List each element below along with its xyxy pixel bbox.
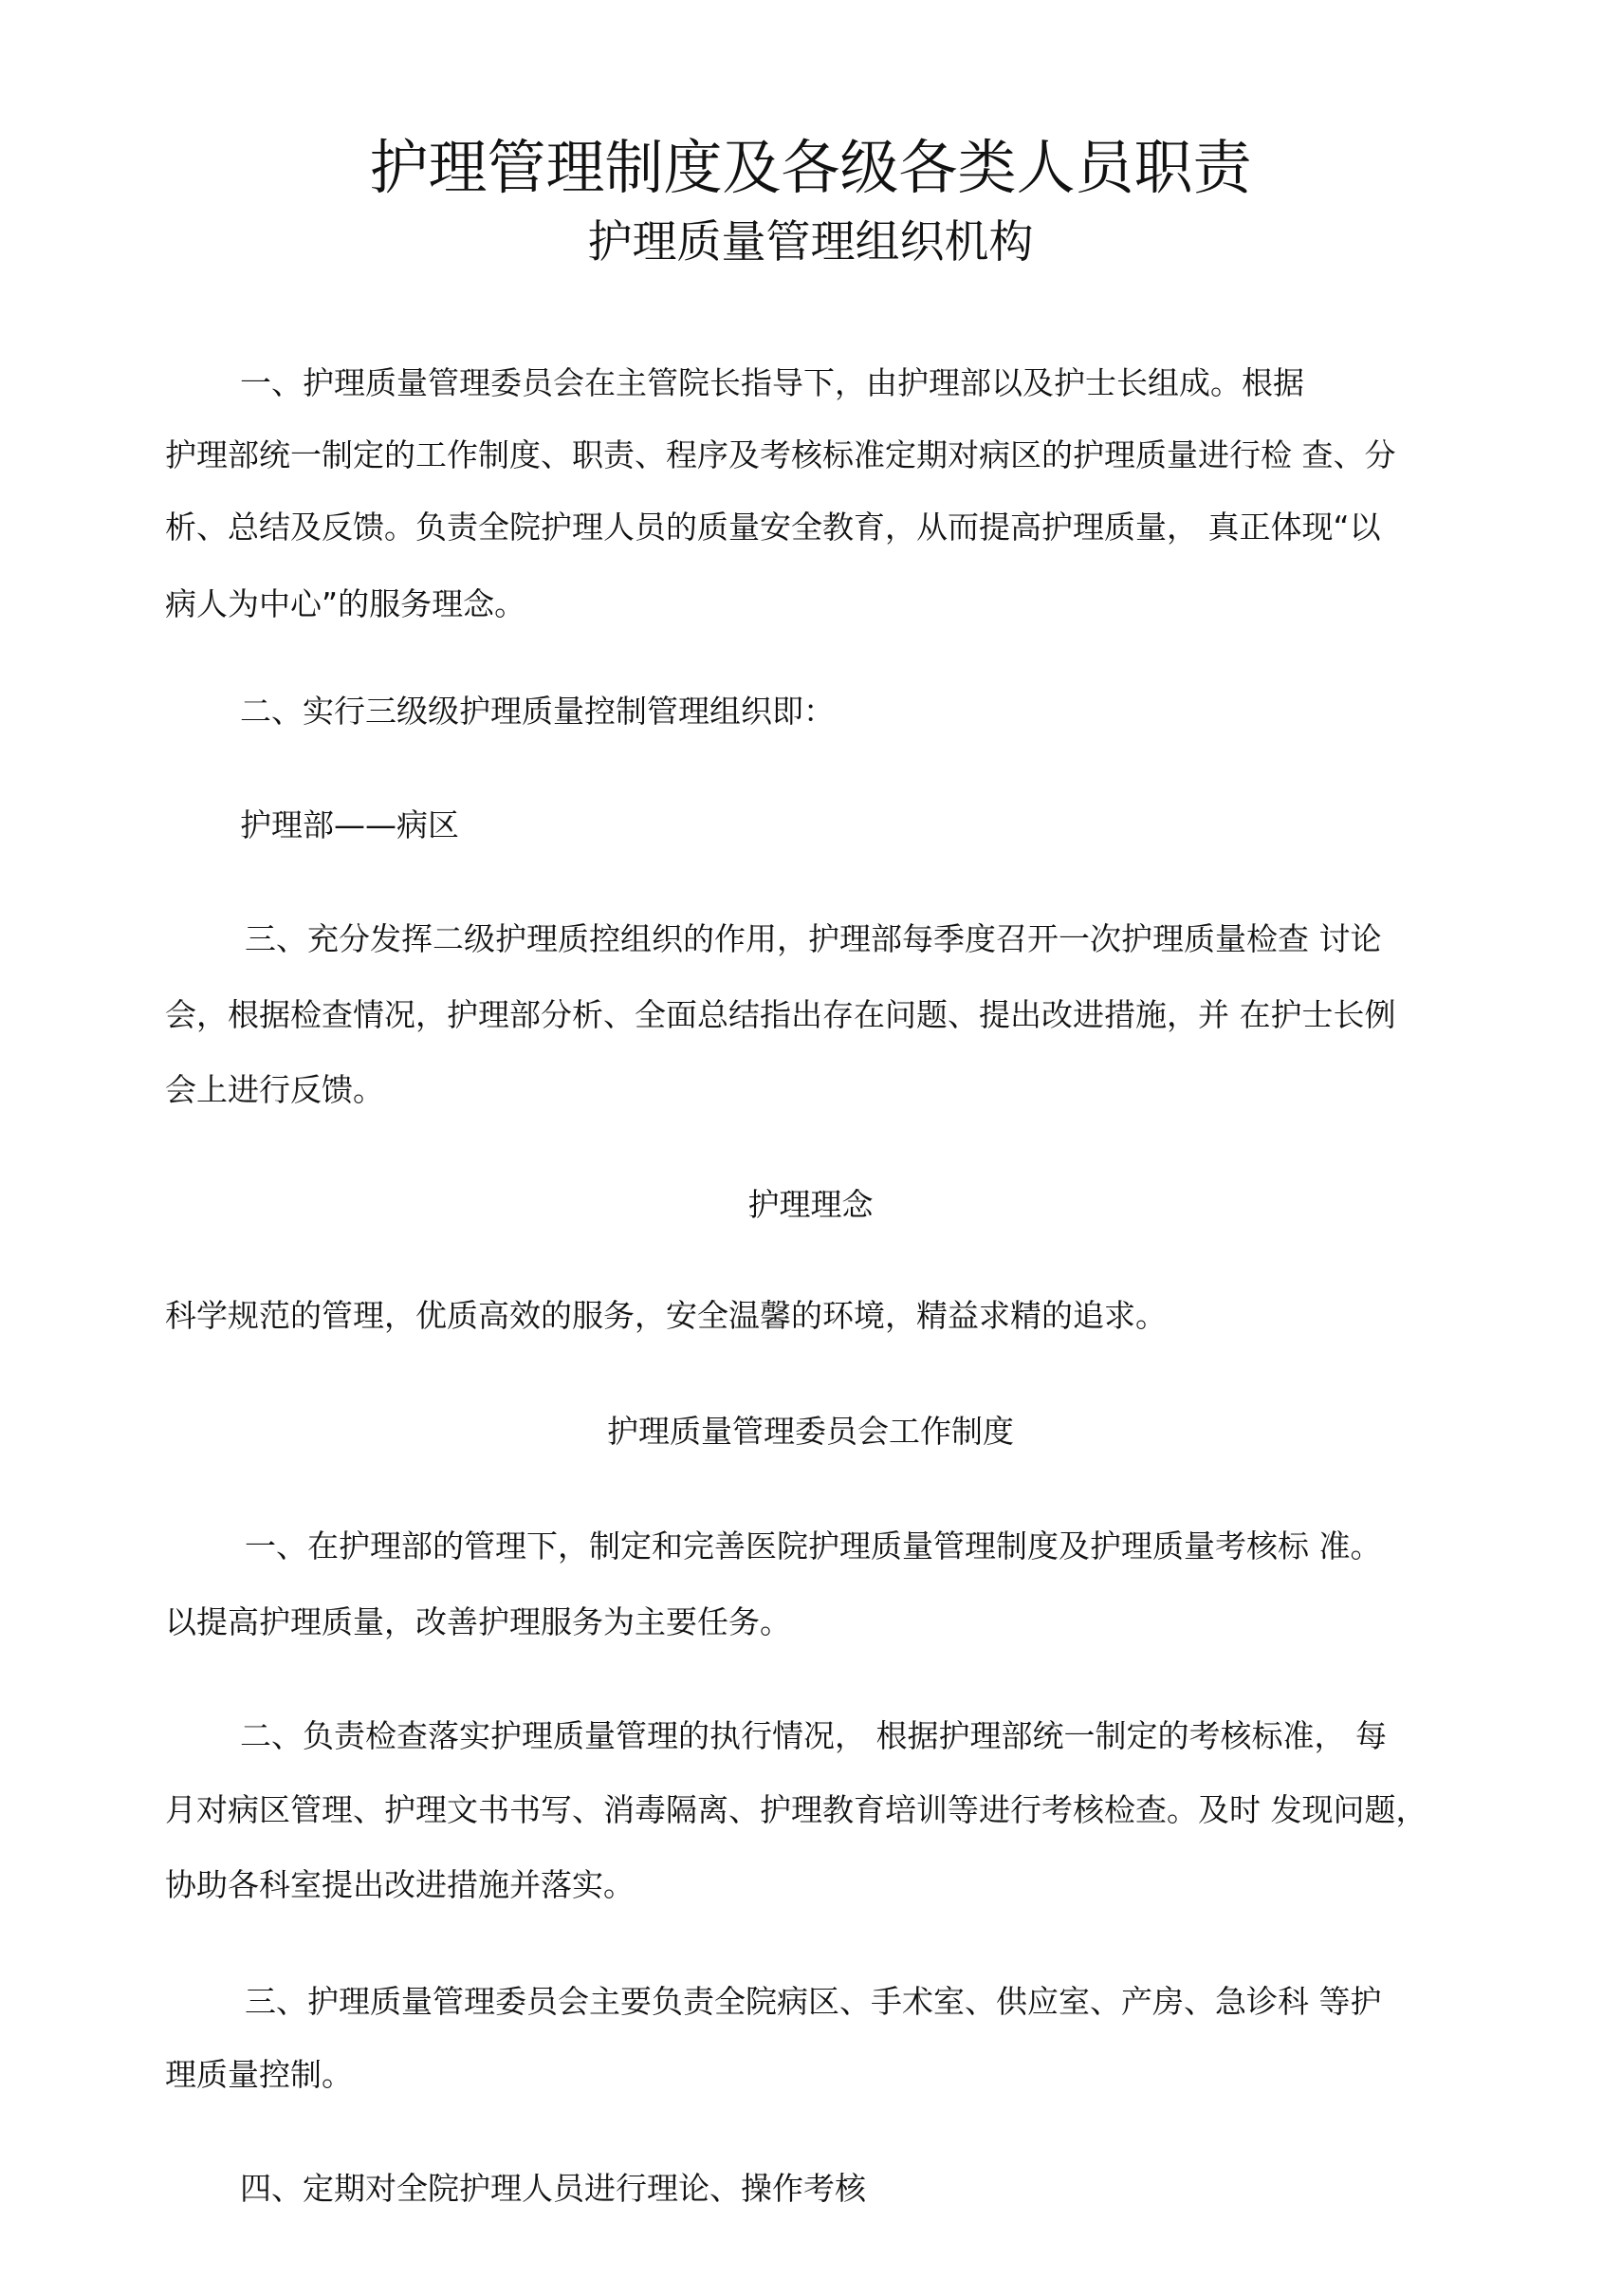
paragraph-line: 会，根据检查情况，护理部分析、全面总结指出存在问题、提出改进措施，并 在护士长例 — [165, 996, 1396, 1033]
document-subtitle: 护理质量管理组织机构 — [587, 216, 1034, 268]
paragraph-line: 科学规范的管理，优质高效的服务，安全温馨的环境，精益求精的追求。 — [165, 1297, 1167, 1334]
paragraph-line: 一、在护理部的管理下，制定和完善医院护理质量管理制度及护理质量考核标 准。 — [245, 1528, 1382, 1565]
paragraph-line: 会上进行反馈。 — [165, 1071, 384, 1108]
paragraph-line: 月对病区管理、护理文书书写、消毒隔离、护理教育培训等进行考核检查。及时 发现问题， — [165, 1791, 1428, 1828]
paragraph-line: 一、护理质量管理委员会在主管院长指导下，由护理部以及护士长组成。根据 — [240, 364, 1304, 401]
paragraph-line: 三、充分发挥二级护理质控组织的作用，护理部每季度召开一次护理质量检查 讨论 — [245, 920, 1382, 957]
paragraph-line: 二、实行三级级护理质量控制管理组织即： — [240, 693, 835, 730]
document-title: 护理管理制度及各级各类人员职责 — [369, 133, 1252, 202]
paragraph-line: 二、负责检查落实护理质量管理的执行情况， 根据护理部统一制定的考核标准， 每 — [240, 1717, 1387, 1754]
paragraph-line: 护理部——病区 — [240, 806, 459, 843]
section-heading: 护理质量管理委员会工作制度 — [607, 1413, 1014, 1450]
paragraph-line: 四、定期对全院护理人员进行理论、操作考核 — [240, 2170, 866, 2207]
paragraph-line: 理质量控制。 — [165, 2056, 353, 2093]
paragraph-line: 护理部统一制定的工作制度、职责、程序及考核标准定期对病区的护理质量进行检 查、分 — [165, 436, 1396, 473]
paragraph-line: 三、护理质量管理委员会主要负责全院病区、手术室、供应室、产房、急诊科 等护 — [245, 1983, 1382, 2020]
paragraph-line: 协助各科室提出改进措施并落实。 — [165, 1866, 635, 1903]
paragraph-line: 病人为中心”的服务理念。 — [165, 585, 526, 622]
section-heading: 护理理念 — [747, 1186, 874, 1223]
paragraph-line: 以提高护理质量，改善护理服务为主要任务。 — [165, 1603, 791, 1640]
paragraph-line: 析、总结及反馈。负责全院护理人员的质量安全教育，从而提高护理质量， 真正体现“以 — [165, 509, 1381, 546]
